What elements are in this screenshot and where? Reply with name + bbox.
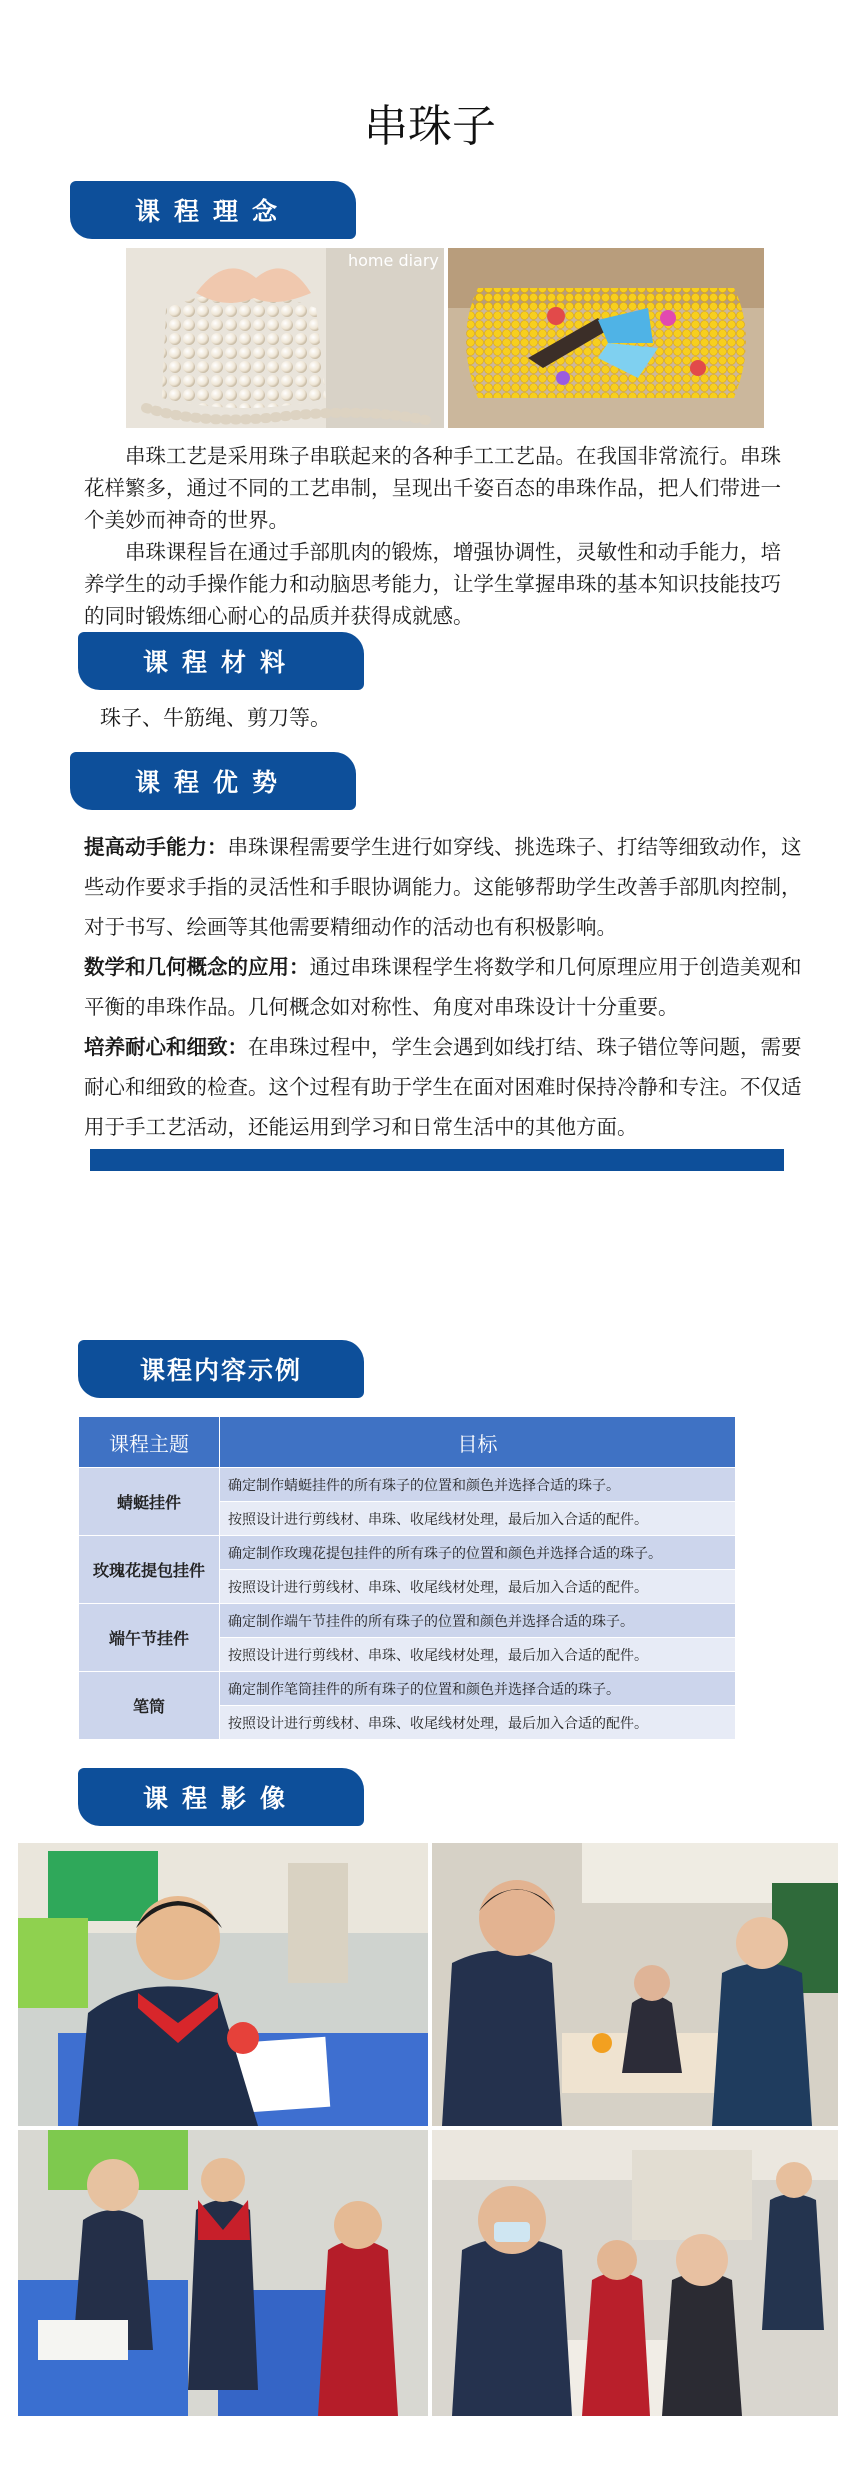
materials-text: 珠子、牛筋绳、剪刀等。 (100, 706, 331, 730)
class-photo-4 (432, 2130, 838, 2416)
concept-text (84, 440, 784, 632)
section-heading-advantages: 课程优势 (70, 752, 356, 810)
concept-paragraph: 串珠工艺是采用珠子串联起来的各种手工工艺品。在我国非常流行。串珠花样繁多，通过不同的工艺串制，呈现出千姿百态的串珠作品，把人们带进一个美妙而神奇的世界。 (84, 444, 781, 532)
goal-cell: 按照设计进行剪线材、串珠、收尾线材处理，最后加入合适的配件。 (220, 1570, 735, 1603)
advantage-item (84, 827, 804, 947)
table-header-goal: 目标 (220, 1417, 735, 1467)
class-photo-3 (18, 2130, 428, 2416)
photo-watermark: home diary (348, 251, 439, 270)
goal-cell: 按照设计进行剪线材、串珠、收尾线材处理，最后加入合适的配件。 (220, 1638, 735, 1671)
table-row (79, 1468, 735, 1501)
section-heading-materials: 课程材料 (78, 632, 364, 690)
table-header-row (79, 1417, 735, 1467)
table-row (79, 1536, 735, 1569)
page-title: 串珠子 (364, 101, 496, 152)
advantage-heading: 数学和几何概念的应用： (84, 955, 310, 979)
section-heading-content: 课程内容示例 (78, 1340, 364, 1398)
goal-cell: 确定制作蜻蜓挂件的所有珠子的位置和颜色并选择合适的珠子。 (220, 1468, 735, 1501)
goal-cell: 按照设计进行剪线材、串珠、收尾线材处理，最后加入合适的配件。 (220, 1706, 735, 1739)
section-heading-concept: 课程理念 (70, 181, 356, 239)
advantage-body: 在串珠过程中，学生会遇到如线打结、珠子错位等问题，需要耐心和细致的检查。这个过程有助于学生在面对困难时保持冷静和专注。不仅适用于手工艺活动，还能运用到学习和日常生活中的其他方面。 (84, 1035, 802, 1139)
pearl-bag-photo (126, 248, 444, 428)
topic-cell: 玫瑰花提包挂件 (79, 1536, 219, 1603)
table-row (79, 1604, 735, 1637)
table-row (79, 1672, 735, 1705)
section-heading-images: 课程影像 (78, 1768, 364, 1826)
concept-paragraph: 串珠课程旨在通过手部肌肉的锻炼，增强协调性，灵敏性和动手能力，培养学生的动手操作能力和动脑思考能力，让学生掌握串珠的基本知识技能技巧的同时锻炼细心耐心的品质并获得成就感。 (84, 540, 781, 628)
class-photo-1 (18, 1843, 428, 2126)
table-header-topic: 课程主题 (79, 1417, 219, 1467)
topic-cell: 蜻蜓挂件 (79, 1468, 219, 1535)
class-photo-2 (432, 1843, 838, 2126)
topic-cell: 笔筒 (79, 1672, 219, 1739)
goal-cell: 确定制作端午节挂件的所有珠子的位置和颜色并选择合适的珠子。 (220, 1604, 735, 1637)
goal-cell: 确定制作玫瑰花提包挂件的所有珠子的位置和颜色并选择合适的珠子。 (220, 1536, 735, 1569)
advantage-heading: 培养耐心和细致： (84, 1035, 248, 1059)
advantage-heading: 提高动手能力： (84, 835, 228, 859)
advantage-item (84, 1027, 804, 1147)
course-content-table (78, 1416, 736, 1740)
goal-cell: 按照设计进行剪线材、串珠、收尾线材处理，最后加入合适的配件。 (220, 1502, 735, 1535)
topic-cell: 端午节挂件 (79, 1604, 219, 1671)
advantages-text (84, 827, 804, 1147)
advantage-item (84, 947, 804, 1027)
beaded-basket-photo (448, 248, 764, 428)
divider-bar (90, 1149, 784, 1171)
advantage-body: 通过串珠课程学生将数学和几何原理应用于创造美观和平衡的串珠作品。几何概念如对称性、角度对串珠设计十分重要。 (84, 955, 802, 1019)
advantage-body: 串珠课程需要学生进行如穿线、挑选珠子、打结等细致动作，这些动作要求手指的灵活性和手眼协调能力。这能够帮助学生改善手部肌肉控制，对于书写、绘画等其他需要精细动作的活动也有积极影响。 (84, 835, 802, 939)
goal-cell: 确定制作笔筒挂件的所有珠子的位置和颜色并选择合适的珠子。 (220, 1672, 735, 1705)
